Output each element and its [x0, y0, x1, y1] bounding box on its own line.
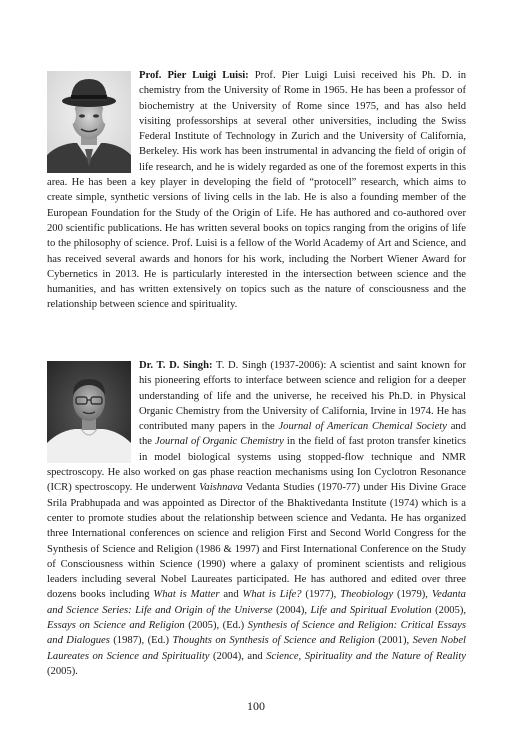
italic-title: Science, Spirituality and the Nature of Reality: [266, 650, 466, 662]
page-number: 100: [247, 699, 265, 713]
italic-title: What is Matter: [153, 589, 220, 601]
italic-title: Journal of Organic Chemistry: [155, 436, 284, 448]
bio-text-luisi: Prof. Pier Luigi Luisi received his Ph. D. in chemistry from the University of Rome in 1965. He has been a professor of biochemistry at the University of Rome since 1975, and has also held visiting professorships at several other universities, including the Swiss Federal Institute of Technology in Zurich and the University of California, Berkeley. His work has been instrumental in advancing the field of origin of life research, and he is widely regarded as one of the foremost experts in this area. He has been a key player in developing the field of “protocell” research, which aims to create simple, synthetic versions of living cells in the lab. He is also a founding member of the European Foundation for the Study of the Origin of Life. He has authored and co-authored over 200 scientific publications. He has written several books on topics ranging from the origins of life to the philosophy of science. Prof. Luisi is a fellow of the World Academy of Art and Science, and has received several awards and honors for his work, including the Norbert Wiener Award for Cybernetics in 2013. He is particularly interested in the intersection between science and the humanities, and has written extensively on topics such as the nature of consciousness and the relationship between science and spirituality.: [47, 70, 466, 311]
text-run: T. D. Singh (1937-2006): A scientist and saint known for his pioneering efforts to interface between science and religion for a deeper understanding of life and the universe, he received his Ph.D. in Physical Organic Chemistry from the University of California, Irvine in 1974. He has contributed many papers in the: [139, 360, 466, 433]
italic-title: Essays on Science and Religion: [47, 620, 185, 632]
text-run: (1987), (Ed.): [109, 635, 173, 647]
bio-td-singh: [47, 358, 466, 679]
italic-title: Theobiology: [340, 589, 394, 601]
bio-name-singh: Dr. T. D. Singh:: [139, 360, 213, 371]
italic-title: What is Life?: [242, 589, 302, 601]
text-run: (2001),: [374, 635, 413, 647]
text-run: (2005).: [47, 665, 78, 677]
portrait-photo-singh: [47, 361, 131, 463]
bio-name-luisi: Prof. Pier Luigi Luisi:: [139, 70, 249, 81]
text-run: (2005), (Ed.): [184, 620, 248, 632]
italic-title: Seven Nobel Laureates on Science and Spirituality: [47, 635, 466, 662]
italic-title: Vedanta and Science Series: Life and Origin of the Universe: [47, 589, 466, 616]
italic-title: Thoughts on Synthesis of Science and Religion: [172, 635, 375, 647]
italic-title: Life and Spiritual Evolution: [310, 604, 432, 616]
bio-pier-luigi-luisi: [47, 68, 466, 313]
text-run: Vedanta Studies (1970-77) under His Divine Grace Srila Prabhupada and was appointed as Director of the Bhaktivedanta Institute (1974) which is a center to promote studies about the relationship between science and Vedanta. He has organized three International conferences on science and religion First and Second World Congress for the Synthesis of Science and Religion (1986 & 1997) and First International Conference on the Study of Consciousness within Science (1990) where a galaxy of prominent scientists and religious leaders including several Nobel Laureates participated. He has authored and edited over three dozens books including: [47, 482, 466, 601]
text-run: and the: [139, 421, 466, 448]
text-run: in the field of fast proton transfer kinetics in model biological systems using stopped-flow technique and NMR spectroscopy. He also worked on gas phase reaction mechanisms using Ion Cyclotron Resonance (ICR) spectroscopy. He underwent: [47, 436, 467, 494]
text-run: (2005),: [431, 604, 467, 616]
text-run: (1979),: [393, 589, 432, 601]
text-run: (2004),: [272, 604, 311, 616]
text-run: (2004), and: [209, 650, 267, 662]
text-run: and: [219, 589, 243, 601]
italic-title: Synthesis of Science and Religion: Critical Essays and Dialogues: [47, 620, 466, 647]
italic-title: Vaishnava: [199, 482, 243, 494]
italic-title: Journal of American Chemical Society: [278, 421, 447, 433]
text-run: (1977),: [301, 589, 341, 601]
portrait-photo-luisi: [47, 71, 131, 173]
